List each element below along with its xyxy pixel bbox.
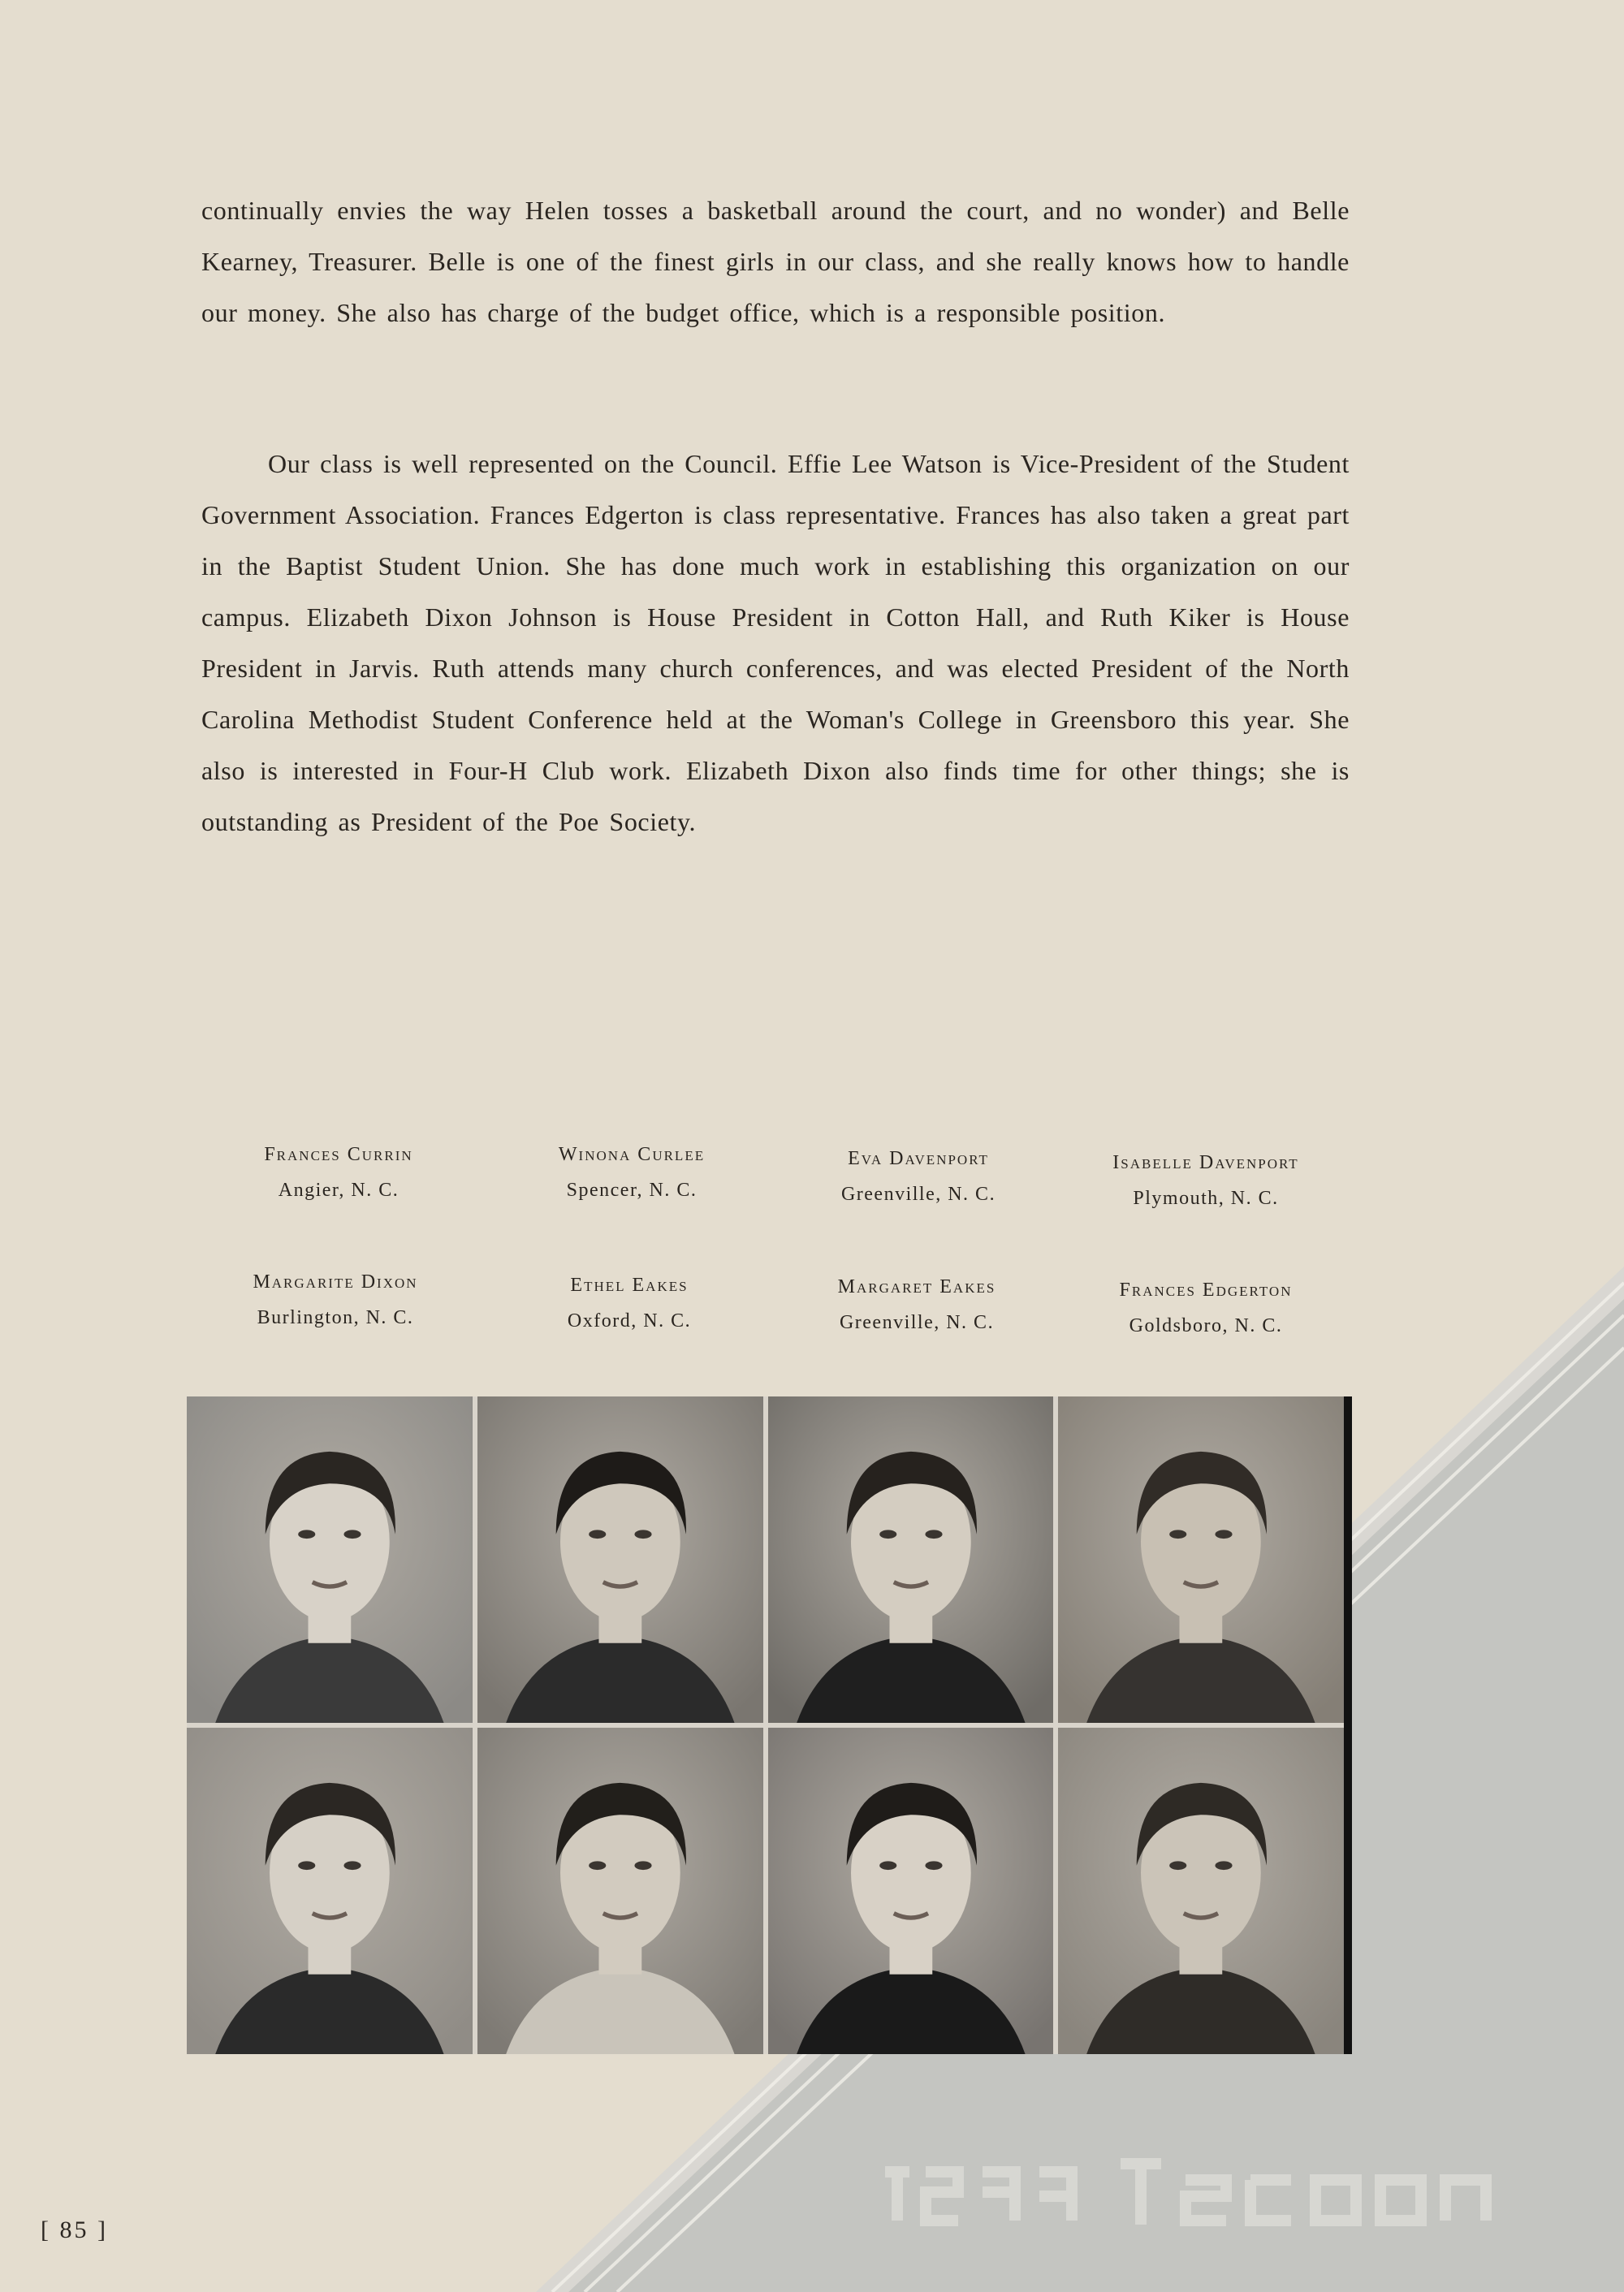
student-name: Margaret Eakes [837, 1276, 996, 1297]
caption-6 [495, 1271, 763, 1335]
caption-5 [201, 1268, 469, 1332]
caption-8 [1072, 1276, 1340, 1340]
caption-1 [205, 1141, 473, 1204]
student-name: Eva Davenport [848, 1148, 989, 1169]
portrait-photo [768, 1396, 1054, 1723]
student-town: Angier, N. C. [278, 1180, 400, 1201]
paragraph-1: continually envies the way Helen tosses a basketball around the court, and no wonder) and Belle Kearney, Treasurer. Belle is one of the finest girls in our class, and she really knows how to handle our money. She also has charge of the budget office, which is a responsible position. [201, 196, 1350, 327]
portrait-photo [1058, 1396, 1344, 1723]
caption-4 [1072, 1149, 1340, 1212]
student-town: Greenville, N. C. [839, 1312, 995, 1333]
caption-7 [783, 1273, 1051, 1336]
portrait-photo [1058, 1728, 1344, 2054]
student-name: Ethel Eakes [570, 1275, 689, 1296]
tecoan-logo [877, 2156, 1494, 2229]
student-name: Isabelle Davenport [1112, 1152, 1299, 1173]
student-town: Burlington, N. C. [257, 1307, 414, 1328]
caption-2 [498, 1141, 766, 1204]
caption-3 [784, 1145, 1052, 1208]
student-town: Spencer, N. C. [566, 1180, 698, 1201]
portrait-photo [477, 1396, 763, 1723]
portrait-grid [187, 1396, 1352, 2054]
portrait-photo [187, 1396, 473, 1723]
student-name: Margarite Dixon [253, 1271, 418, 1293]
student-town: Goldsboro, N. C. [1129, 1315, 1283, 1336]
student-name: Winona Curlee [558, 1144, 706, 1165]
paragraph-2: Our class is well represented on the Council. Effie Lee Watson is Vice-President of the Student Government Association. Frances Edgerton is class representative. Frances has also taken a great part in the Baptist Student Union. She has done much work in establishing this organization on our campus. Elizabeth Dixon Johnson is House President in Cotton Hall, and Ruth Kiker is House President in Jarvis. Ruth attends many church conferences, and was elected President of the North Carolina Methodist Student Conference held at the Woman's College in Greensboro this year. She also is interested in Four-H Club work. Elizabeth Dixon also finds time for other things; she is outstanding as President of the Poe Society. [201, 449, 1350, 836]
student-town: Plymouth, N. C. [1133, 1188, 1279, 1209]
page-number: [ 85 ] [41, 2216, 108, 2243]
portrait-photo [187, 1728, 473, 2054]
student-town: Greenville, N. C. [840, 1184, 996, 1205]
student-name: Frances Currin [264, 1144, 413, 1165]
student-town: Oxford, N. C. [567, 1310, 692, 1332]
portrait-photo [768, 1728, 1054, 2054]
portrait-photo [477, 1728, 763, 2054]
student-name: Frances Edgerton [1119, 1280, 1293, 1301]
